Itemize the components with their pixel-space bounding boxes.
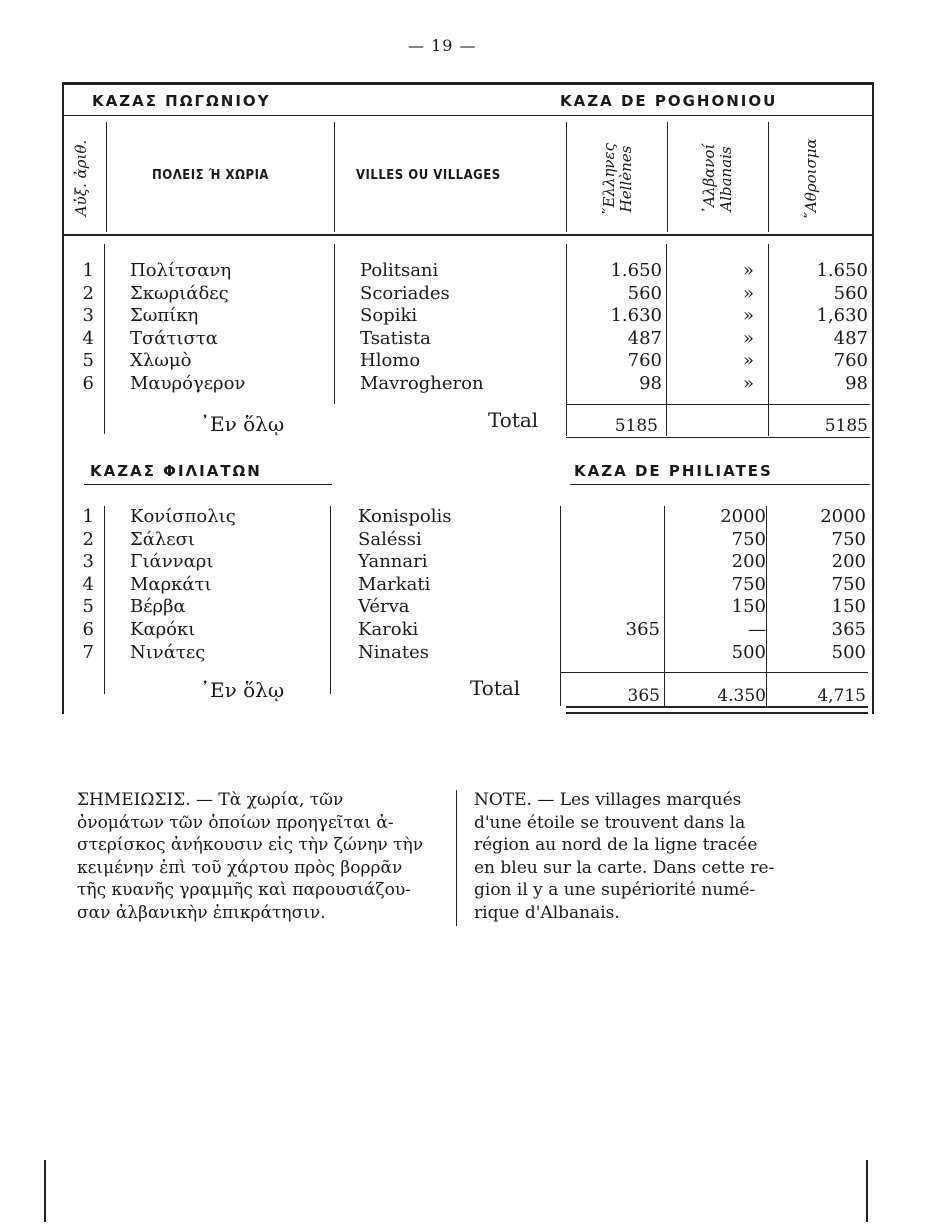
hellenes-count: 98 [639, 373, 662, 394]
albanais-count: » [742, 373, 754, 394]
col-divider [667, 122, 668, 232]
margin-line-right [866, 1160, 868, 1222]
hellenes-count: 760 [627, 350, 662, 372]
place-name-french: Saléssi [358, 528, 422, 550]
total-count: 200 [831, 551, 866, 573]
col-albanais-french: Albanais [717, 146, 735, 212]
note-line: d'une étoile se trouvent dans la [474, 812, 746, 833]
place-name-greek: Χλωμὸ [130, 350, 192, 372]
table2-title-rule-right [570, 484, 870, 485]
total-count: 500 [831, 641, 866, 663]
place-name-greek: Σάλεσι [130, 528, 195, 550]
place-name-french: Scoriades [360, 282, 450, 304]
hellenes-count: 1.630 [610, 305, 662, 327]
place-name-greek: Τσάτιστα [130, 327, 218, 349]
albanais-count: » [742, 260, 754, 281]
table2-sum-albanais: 4.350 [717, 686, 766, 706]
row-number: 1 [82, 260, 94, 281]
table2-bottom-rule [566, 706, 868, 708]
table1-total-greek: ᾿Εν ὅλῳ [200, 412, 285, 436]
row-number: 1 [82, 506, 94, 527]
total-count: 760 [833, 350, 868, 372]
total-count: 750 [831, 573, 866, 595]
col-hellenes-greek: ῞Ελληνες [600, 142, 618, 216]
row-number: 4 [82, 327, 94, 349]
place-name-greek: Κονίσπολις [130, 506, 236, 527]
place-name-greek: Νινάτες [130, 641, 206, 663]
col-divider [334, 122, 335, 232]
note-line: gion il y a une supériorité numé- [474, 880, 756, 900]
albanais-count: 200 [731, 551, 766, 573]
albanais-count: 750 [731, 573, 766, 595]
note-french [474, 789, 844, 924]
table1-title-greek: ΚΑΖΑΣ ΠΩΓΩΝΙΟΥ [92, 92, 271, 110]
table1-sum-hellenes: 5185 [614, 416, 658, 436]
row-number: 2 [82, 528, 94, 550]
total-count: 1,630 [816, 305, 868, 327]
top-rule [62, 82, 874, 85]
hellenes-count: 365 [625, 619, 660, 640]
left-border [62, 84, 64, 714]
note-line: κειμένην ἐπὶ τοῦ χάρτου πρὸς βορρᾶν [77, 857, 403, 878]
row-number: 4 [82, 573, 94, 595]
col-hellenes-french: Hellènes [617, 145, 635, 213]
hellenes-count: 1.650 [610, 260, 662, 281]
table1-title-french: KAZA DE POGHONIOU [560, 92, 778, 110]
hellenes-count: 560 [627, 282, 662, 304]
col-divider [330, 506, 331, 694]
note-line: τῆς κυανῆς γραμμῆς καὶ παρουσιάζου- [77, 880, 411, 900]
col-places-greek-header: ΠΟΛΕΙΣ Ή ΧΩΡΙΑ [152, 168, 269, 183]
col-divider [768, 122, 769, 232]
col-divider [560, 506, 561, 706]
row-number: 2 [82, 282, 94, 304]
row-number: 3 [82, 551, 94, 573]
table2-total-french: Total [470, 676, 521, 700]
total-count: 150 [831, 596, 866, 618]
note-line: ὀνομάτων τῶν ὁποίων προηγεῖται ἀ- [77, 812, 394, 833]
place-name-french: Yannari [358, 551, 428, 573]
place-name-greek: Σωπίκη [130, 305, 199, 327]
col-number-header: Αὐξ. ἀριθ. [72, 139, 90, 217]
table2-sum-hellenes: 365 [627, 686, 660, 706]
note-line: σαν ἀλβανικὴν ἐπικράτησιν. [77, 902, 326, 923]
col-total-greek: ῎Αθροισμα [802, 138, 820, 220]
total-count: 98 [845, 373, 868, 394]
row-number: 6 [82, 619, 94, 640]
place-name-greek: Μαυρόγερον [130, 373, 246, 394]
total-count: 750 [831, 528, 866, 550]
row-number: 7 [82, 641, 94, 663]
albanais-count: » [742, 282, 754, 304]
table2-sum-total: 4,715 [817, 686, 866, 706]
table2-title-french: KAZA DE PHILIATES [574, 462, 773, 480]
col-places-french-header: VILLES OU VILLAGES [356, 168, 501, 183]
col-total-header [803, 129, 841, 229]
sum-rule [566, 404, 870, 405]
albanais-count: » [742, 350, 754, 372]
col-divider [104, 506, 105, 694]
row-number: 3 [82, 305, 94, 327]
note-line: ΣΗΜΕΙΩΣΙΣ. — Τὰ χωρία, τῶν [77, 790, 344, 810]
place-name-french: Politsani [360, 260, 439, 281]
place-name-french: Vérva [358, 596, 410, 618]
note-line: NOTE. — Les villages marqués [474, 790, 742, 810]
col-albanais-greek: ᾿Αλβανοί [700, 143, 718, 215]
note-line: rique d'Albanais. [474, 902, 620, 923]
note-line: région au nord de la ligne tracée [474, 835, 758, 855]
total-count: 487 [833, 327, 868, 349]
col-albanais-header [701, 129, 739, 229]
place-name-french: Tsatista [360, 327, 431, 349]
place-name-french: Markati [358, 573, 431, 595]
place-name-greek: Σκωριάδες [130, 282, 229, 304]
place-name-greek: Καρόκι [130, 619, 196, 640]
right-border [872, 84, 874, 714]
albanais-count: 2000 [720, 506, 766, 527]
place-name-greek: Μαρκάτι [130, 573, 212, 595]
sum-rule [560, 672, 868, 673]
row-number: 5 [82, 596, 94, 618]
colhead-rule [64, 234, 872, 236]
albanais-count: » [742, 327, 754, 349]
margin-line [44, 1160, 46, 1222]
col-divider [106, 122, 107, 232]
albanais-count: 750 [731, 528, 766, 550]
note-line: στερίσκος ἀνήκουσιν εἰς τὴν ζώνην τὴν [77, 835, 424, 855]
albanais-count: — [748, 619, 766, 640]
place-name-french: Ninates [358, 641, 429, 663]
total-count: 560 [833, 282, 868, 304]
col-divider [566, 122, 567, 232]
note-line: en bleu sur la carte. Dans cette re- [474, 857, 775, 878]
col-divider [104, 244, 105, 434]
table1-bottom-rule [566, 437, 870, 438]
table1-sum-total: 5185 [824, 416, 868, 436]
place-name-french: Hlomo [360, 350, 421, 372]
hellenes-count: 487 [627, 327, 662, 349]
albanais-count: 150 [731, 596, 766, 618]
total-count: 365 [831, 619, 866, 640]
table2-title-rule [84, 484, 332, 485]
place-name-greek: Γιάνναρι [130, 551, 214, 573]
total-count: 2000 [820, 506, 866, 527]
col-hellenes-header [601, 129, 639, 229]
place-name-french: Sopiki [360, 305, 418, 327]
page-number: — 19 — [408, 36, 477, 55]
place-name-french: Mavrogheron [360, 373, 484, 394]
table2-total-greek: ᾿Εν ὅλῳ [200, 678, 285, 702]
col-divider [334, 244, 335, 404]
row-number: 5 [82, 350, 94, 372]
table2-bottom-rule-double [566, 712, 868, 714]
albanais-count: » [742, 305, 754, 327]
note-greek [77, 789, 449, 924]
place-name-french: Karoki [358, 619, 419, 640]
place-name-french: Konispolis [358, 506, 452, 527]
notes-divider [456, 790, 457, 926]
place-name-greek: Βέρβα [130, 596, 186, 618]
header-rule [64, 115, 872, 116]
total-count: 1.650 [816, 260, 868, 281]
albanais-count: 500 [731, 641, 766, 663]
place-name-greek: Πολίτσανη [130, 260, 232, 281]
table1-total-french: Total [488, 408, 539, 432]
row-number: 6 [82, 373, 94, 394]
table2-title-greek: ΚΑΖΑΣ ΦΙΛΙΑΤΩΝ [90, 462, 262, 480]
